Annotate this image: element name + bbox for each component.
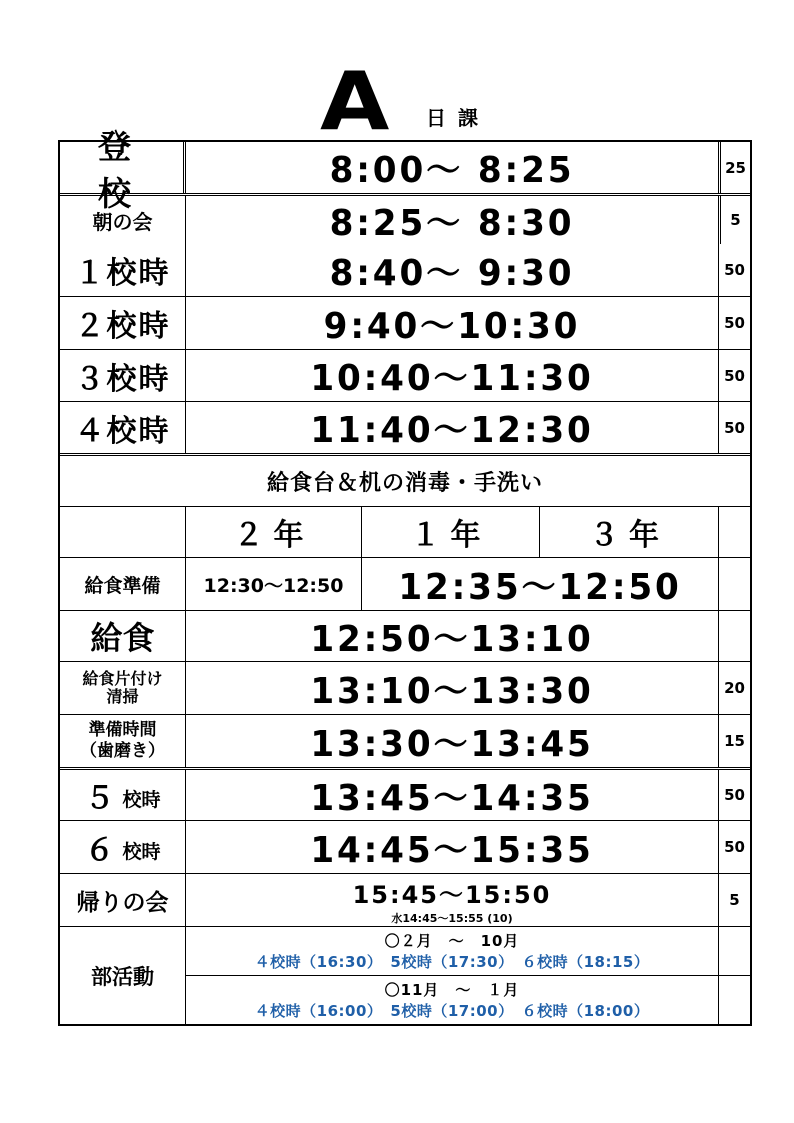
label-period-5 — [60, 770, 186, 820]
club-period-2 — [186, 976, 718, 1024]
schedule-letter: A — [320, 55, 390, 148]
label-period-6-text: 校時 — [122, 840, 161, 863]
label-cleanup-line2: 清掃 — [106, 687, 139, 706]
row-period-1 — [60, 244, 750, 296]
minutes-club-2 — [718, 976, 750, 1024]
time-period-3: 10:40〜11:30 — [310, 358, 594, 399]
minutes-prep: 15 — [718, 715, 750, 767]
club-period-2-heading: 〇11月 〜 １月 — [384, 981, 520, 999]
row-period-6 — [60, 821, 750, 873]
row-prep — [60, 715, 750, 767]
time-period-5: 13:45〜14:35 — [310, 777, 594, 819]
row-homeroom — [60, 874, 750, 926]
minutes-club-1 — [718, 927, 750, 975]
label-period-4: ４校時 — [60, 402, 186, 453]
minutes-period-6: 50 — [718, 821, 750, 873]
row-lunch-prep — [60, 558, 750, 610]
club-period-1 — [186, 927, 718, 975]
club-period-1-detail: ４校時（16:30） 5校時（17:30） ６校時（18:15） — [254, 953, 650, 971]
time-morning: 8:25〜 8:30 — [329, 202, 575, 244]
minutes-period-4: 50 — [718, 402, 750, 453]
grade-1: １年 — [362, 507, 540, 557]
label-lunch-prep: 給食準備 — [60, 558, 186, 610]
label-period-6-num: ６ — [84, 833, 115, 868]
label-period-6 — [60, 821, 186, 873]
label-cleanup-line1: 給食片付け — [82, 669, 163, 688]
label-homeroom: 帰りの会 — [60, 874, 186, 926]
label-morning: 朝の会 — [60, 196, 186, 244]
time-lunch-prep-grade2: 12:30〜12:50 — [186, 558, 362, 610]
minutes-morning: 5 — [718, 196, 750, 244]
row-period-2 — [60, 297, 750, 349]
minutes-arrival: 25 — [718, 142, 750, 193]
minutes-homeroom: 5 — [718, 874, 750, 926]
time-lunch: 12:50〜13:10 — [310, 618, 594, 660]
label-period-5-num: ５ — [84, 781, 115, 816]
time-period-6: 14:45〜15:35 — [310, 829, 594, 871]
minutes-period-2: 50 — [718, 297, 750, 349]
row-lunch — [60, 611, 750, 661]
label-cleanup — [60, 662, 186, 714]
label-period-2: ２校時 — [60, 297, 186, 349]
time-homeroom-note: 水14:45〜15:55 (10) — [391, 911, 513, 925]
row-grades — [60, 507, 750, 557]
minutes-period-3: 50 — [718, 350, 750, 401]
row-club — [60, 927, 750, 1024]
row-arrival — [60, 126, 750, 213]
label-prep-line2: （歯磨き） — [80, 741, 165, 761]
time-period-4: 11:40〜12:30 — [310, 410, 594, 451]
label-period-5-text: 校時 — [122, 788, 161, 811]
grades-blank — [60, 507, 186, 557]
minutes-lunch-prep — [718, 558, 750, 610]
row-period-3 — [60, 350, 750, 401]
club-period-1-heading: 〇２月 〜 10月 — [384, 932, 520, 950]
label-period-3: ３校時 — [60, 350, 186, 401]
label-period-1: １校時 — [60, 244, 186, 296]
time-homeroom — [186, 874, 718, 926]
label-arrival: 登 校 — [60, 142, 186, 193]
schedule-subtitle: 日課 — [426, 106, 490, 130]
club-period-2-detail: ４校時（16:00） 5校時（17:00） ６校時（18:00） — [254, 1002, 650, 1020]
minutes-period-1: 50 — [718, 244, 750, 296]
schedule-table — [58, 126, 752, 1026]
row-cleanup — [60, 662, 750, 714]
time-lunch-prep-grade13: 12:35〜12:50 — [398, 566, 682, 608]
grade-3: ３年 — [589, 518, 669, 553]
time-cleanup: 13:10〜13:30 — [310, 670, 594, 712]
disinfect-text: 給食台＆机の消毒・手洗い — [266, 470, 543, 496]
row-period-5 — [60, 770, 750, 820]
minutes-blank — [718, 507, 750, 557]
time-period-1: 8:40〜 9:30 — [329, 252, 575, 294]
minutes-cleanup: 20 — [718, 662, 750, 714]
label-prep — [60, 715, 186, 767]
time-homeroom-main: 15:45〜15:50 — [352, 880, 552, 909]
label-lunch: 給食 — [60, 611, 186, 661]
row-disinfect — [60, 456, 750, 506]
row-morning — [60, 196, 750, 244]
time-period-2: 9:40〜10:30 — [323, 305, 581, 347]
minutes-period-5: 50 — [718, 770, 750, 820]
time-arrival: 8:00〜 8:25 — [329, 150, 575, 191]
time-prep: 13:30〜13:45 — [310, 723, 594, 765]
row-period-4 — [60, 402, 750, 453]
minutes-lunch — [718, 611, 750, 661]
label-prep-line1: 準備時間 — [88, 720, 157, 740]
label-club: 部活動 — [60, 927, 186, 1024]
grade-2: ２年 — [186, 507, 362, 557]
